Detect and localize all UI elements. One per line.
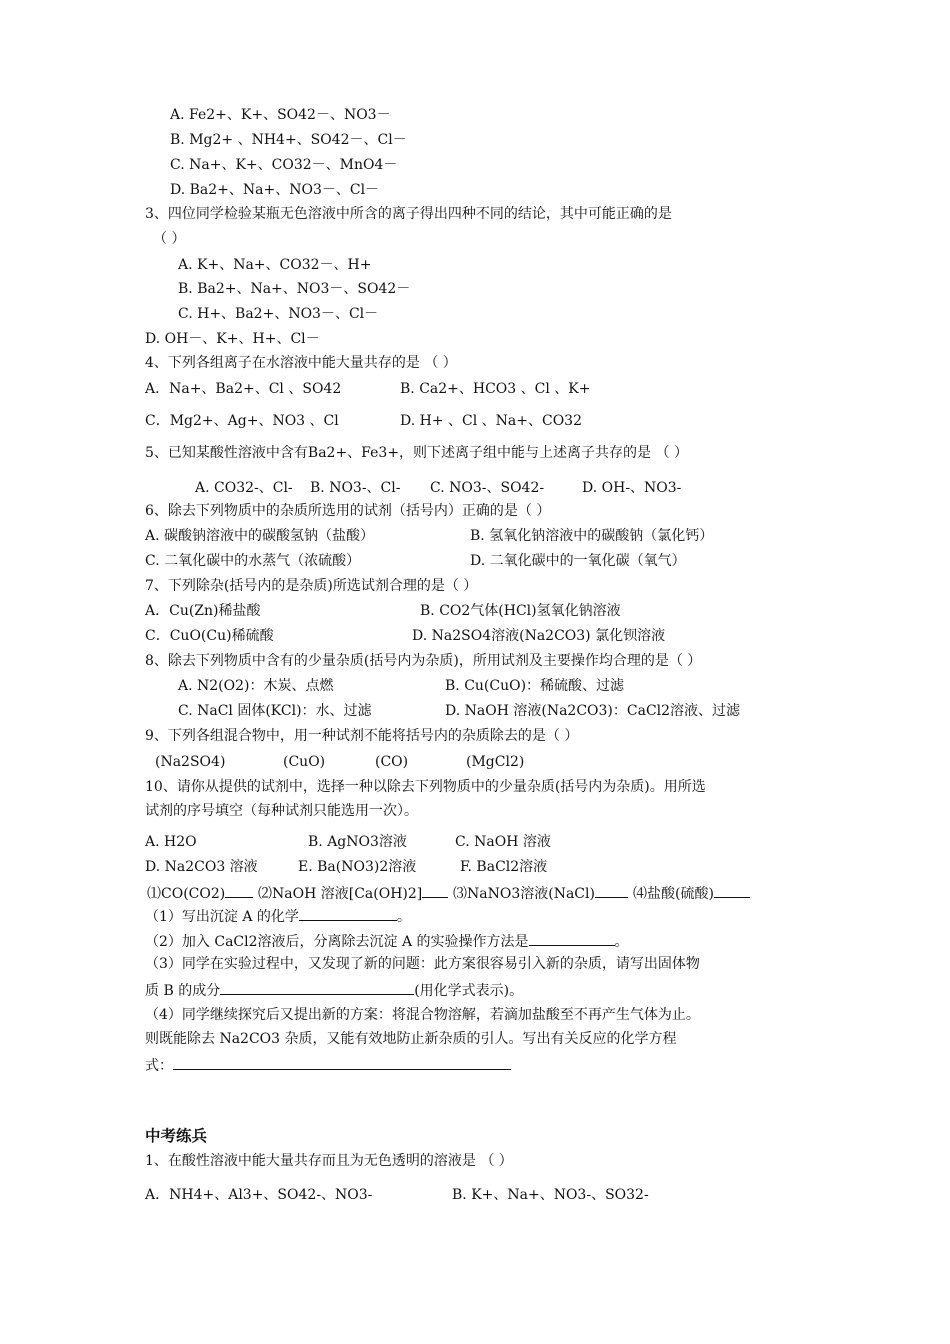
question-1: 1、在酸性溶液中能大量共存而且为无色透明的溶液是 （ ） [145,1153,513,1169]
text-span: 。 [396,909,411,925]
question-9: 9、下列各组混合物中，用一种试剂不能将括号内的杂质除去的是（ ） [145,728,579,744]
text-line: D. Ba2+、Na+、NO3－、Cl－ [170,182,380,198]
text-span: （2）加入 CaCl2溶液后，分离除去沉淀 A 的实验操作方法是 [145,934,529,950]
text-line: C. NO3-、SO42- [430,480,545,496]
text-line: B. CO2气体(HCl)氢氧化钠溶液 [420,603,621,619]
fill-item-2 [258,883,448,903]
text-line: C. 二氧化碳中的水蒸气（浓硫酸） [145,553,361,569]
text-line: B. K+、Na+、NO3-、SO32- [452,1187,649,1203]
answer-blank[interactable] [173,1055,511,1070]
sub-question-4: （4）同学继续探究后又提出新的方案：将混合物溶解，若滴加盐酸至不再产生气体为止。 [145,1007,700,1023]
text-line: D. H+ 、Cl 、Na+、CO32 [400,413,582,429]
answer-blank[interactable] [220,980,414,995]
text-line [145,1055,511,1075]
question-5: 5、已知某酸性溶液中含有Ba2+、Fe3+，则下述离子组中能与上述离子共存的是 （ ） [145,445,688,461]
question-8: 8、除去下列物质中含有的少量杂质(括号内为杂质)，所用试剂及主要操作均合理的是（ ） [145,653,702,669]
text-line: C. NaOH 溶液 [455,834,551,850]
text-line: D. OH－、K+、H+、Cl－ [145,331,320,347]
text-line: F. BaCl2溶液 [460,859,548,875]
text-line: D. 二氧化碳中的一氧化碳（氧气） [470,553,686,569]
text-line: D. Na2CO3 溶液 [145,859,258,875]
text-line: B. 氢氧化钠溶液中的碳酸钠（氯化钙） [470,528,714,544]
fill-label: ⑷盐酸(硫酸) [633,886,714,902]
question-7: 7、下列除杂(括号内的是杂质)所选试剂合理的是（ ） [145,578,478,594]
text-line: (MgCl2) [466,754,525,770]
answer-blank[interactable] [595,883,628,898]
question-3: 3、四位同学检验某瓶无色溶液中所含的离子得出四种不同的结论，其中可能正确的是 [145,206,672,222]
text-line: D. Na2SO4溶液(Na2CO3) 氯化钡溶液 [412,628,666,644]
text-line: B. Ca2+、HCO3 、Cl 、K+ [400,381,591,397]
question-10: 10、请你从提供的试剂中，选择一种以除去下列物质中的少量杂质(括号内为杂质)。用所选 [145,779,706,795]
text-line: C．CuO(Cu)稀硫酸 [145,628,274,644]
text-line: A. N2(O2)：木炭、点燃 [178,678,334,694]
text-span: 式： [145,1058,173,1074]
text-span: 质 B 的成分 [145,983,221,999]
fill-label: ⑶NaNO3溶液(NaCl) [453,886,595,902]
text-line: (CO) [375,754,409,770]
text-line: （ ） [153,231,186,247]
text-line: C．Mg2+、Ag+、NO3 、Cl [145,413,339,429]
text-line: A. CO32-、Cl- [195,480,293,496]
text-line: E. Ba(NO3)2溶液 [298,859,417,875]
text-line: D. NaOH 溶液(Na2CO3)：CaCl2溶液、过滤 [445,703,741,719]
answer-blank[interactable] [529,931,615,946]
sub-question-3: （3）同学在实验过程中，又发现了新的问题：此方案很容易引入新的杂质，请写出固体物 [145,956,700,972]
answer-blank[interactable] [225,883,253,898]
answer-blank[interactable] [299,906,397,921]
text-line: A. 碳酸钠溶液中的碳酸氢钠（盐酸） [145,528,375,544]
text-span: 。 [614,934,629,950]
text-line: B. Mg2+ 、NH4+、SO42－、Cl－ [170,132,407,148]
answer-blank[interactable] [714,883,750,898]
fill-label: ⑵NaOH 溶液[Ca(OH)2] [258,886,423,902]
text-span: （1）写出沉淀 A 的化学 [145,909,299,925]
text-line: B. Ba2+、Na+、NO3－、SO42－ [178,281,411,297]
text-line: A. K+、Na+、CO32－、H+ [178,257,372,273]
question-4: 4、下列各组离子在水溶液中能大量共存的是 （ ） [145,355,457,371]
text-line: B. Cu(CuO)：稀硫酸、过滤 [445,678,625,694]
text-line: (CuO) [283,754,326,770]
text-line [145,980,523,1000]
section-heading: 中考练兵 [145,1127,208,1145]
sub-question-1 [145,906,411,926]
text-line: A．NH4+、Al3+、SO42-、NO3- [145,1187,373,1203]
text-line: A. H2O [145,834,197,850]
answer-blank[interactable] [422,883,448,898]
text-line: C. H+、Ba2+、NO3－、Cl－ [178,306,379,322]
fill-item-3 [453,883,628,903]
fill-item-1 [147,883,253,903]
text-line: (Na2SO4) [155,754,226,770]
fill-label: ⑴CO(CO2) [147,886,226,902]
text-line: A．Cu(Zn)稀盐酸 [145,603,261,619]
text-line: C. Na+、K+、CO32－、MnO4－ [170,157,398,173]
text-line: B. NO3-、Cl- [310,480,401,496]
text-line: A. Fe2+、K+、SO42－、NO3－ [170,107,391,123]
fill-item-4 [633,883,750,903]
question-6: 6、除去下列物质中的杂质所选用的试剂（括号内）正确的是（ ） [145,503,551,519]
text-line: 试剂的序号填空（每种试剂只能选用一次）。 [145,803,418,819]
text-line: A．Na+、Ba2+、Cl 、SO42 [145,381,342,397]
text-line: C. NaCl 固体(KCl)：水、过滤 [178,703,372,719]
text-line: D. OH-、NO3- [582,480,682,496]
text-span: (用化学式表示)。 [414,983,524,999]
text-line: 则既能除去 Na2CO3 杂质，又能有效地防止新杂质的引人。写出有关反应的化学方程 [145,1031,677,1047]
text-line: B. AgNO3溶液 [308,834,407,850]
sub-question-2 [145,931,629,951]
